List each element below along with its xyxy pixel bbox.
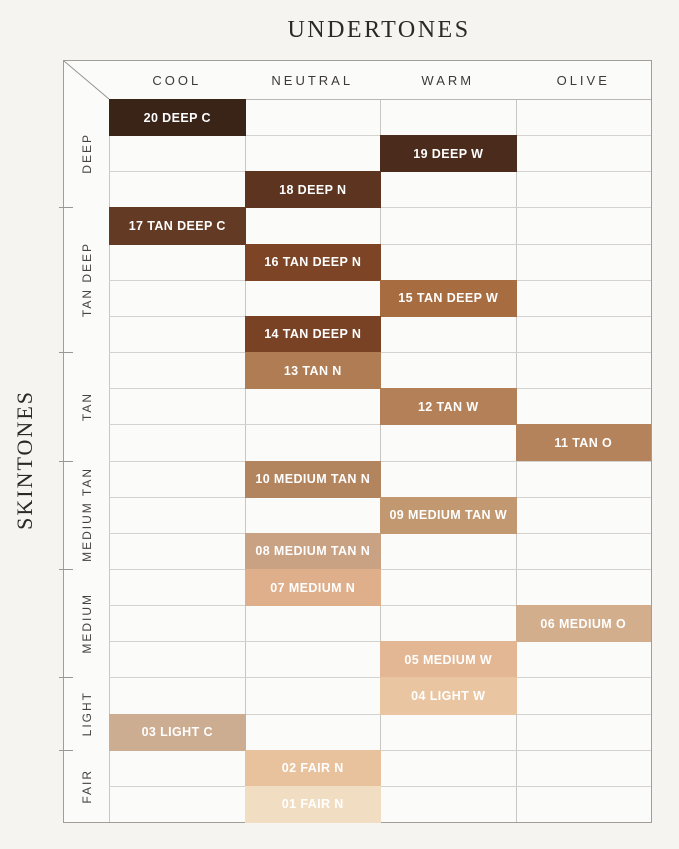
column-header-warm: WARM (421, 72, 475, 88)
row-group-label-fair (64, 750, 109, 822)
shade-swatch-15-tan-deep-w: 15 TAN DEEP W (380, 280, 517, 317)
shade-swatch-07-medium-n: 07 MEDIUM N (245, 569, 382, 606)
shade-swatch-11-tan-o: 11 TAN O (516, 424, 652, 461)
shade-swatch-03-light-c: 03 LIGHT C (109, 714, 246, 751)
row-group-label-text: LIGHT (79, 690, 94, 737)
row-group-label-medium-tan (64, 461, 109, 569)
shade-swatch-04-light-w: 04 LIGHT W (380, 677, 517, 714)
row-group-label-text: TAN (79, 391, 94, 421)
shade-swatch-18-deep-n: 18 DEEP N (245, 171, 382, 208)
shade-swatch-16-tan-deep-n: 16 TAN DEEP N (245, 244, 382, 281)
row-group-label-light (64, 677, 109, 749)
shade-swatch-19-deep-w: 19 DEEP W (380, 135, 517, 172)
shade-swatch-14-tan-deep-n: 14 TAN DEEP N (245, 316, 382, 353)
shade-swatch-17-tan-deep-c: 17 TAN DEEP C (109, 207, 246, 244)
shade-swatch-10-medium-tan-n: 10 MEDIUM TAN N (245, 461, 382, 498)
skintones-axis-title: SKINTONES (12, 389, 37, 530)
row-group-label-tan-deep (64, 207, 109, 352)
shade-swatch-02-fair-n: 02 FAIR N (245, 750, 382, 787)
chart-area (63, 60, 652, 823)
row-group-label-tan (64, 352, 109, 460)
shade-swatch-13-tan-n: 13 TAN N (245, 352, 382, 389)
row-group-label-text: MEDIUM (79, 592, 94, 654)
shade-swatch-12-tan-w: 12 TAN W (380, 388, 517, 425)
skintones-axis (8, 98, 42, 821)
shade-swatch-08-medium-tan-n: 08 MEDIUM TAN N (245, 533, 382, 570)
row-group-label-text: FAIR (79, 768, 94, 804)
row-group-label-text: MEDIUM TAN (79, 467, 94, 563)
row-group-label-deep (64, 99, 109, 207)
shade-swatch-01-fair-n: 01 FAIR N (245, 786, 382, 823)
column-header-olive: OLIVE (556, 72, 610, 88)
shade-swatch-09-medium-tan-w: 09 MEDIUM TAN W (380, 497, 517, 534)
corner-diagonal-line (64, 61, 110, 100)
row-group-label-medium (64, 569, 109, 677)
column-header-cool: COOL (152, 72, 202, 88)
shade-swatch-05-medium-w: 05 MEDIUM W (380, 641, 517, 678)
row-group-label-text: TAN DEEP (79, 242, 94, 318)
undertones-title: UNDERTONES (287, 16, 471, 43)
column-header-neutral: NEUTRAL (271, 72, 354, 88)
row-group-label-text: DEEP (79, 132, 94, 174)
shade-swatch-20-deep-c: 20 DEEP C (109, 99, 246, 136)
shade-swatch-06-medium-o: 06 MEDIUM O (516, 605, 652, 642)
